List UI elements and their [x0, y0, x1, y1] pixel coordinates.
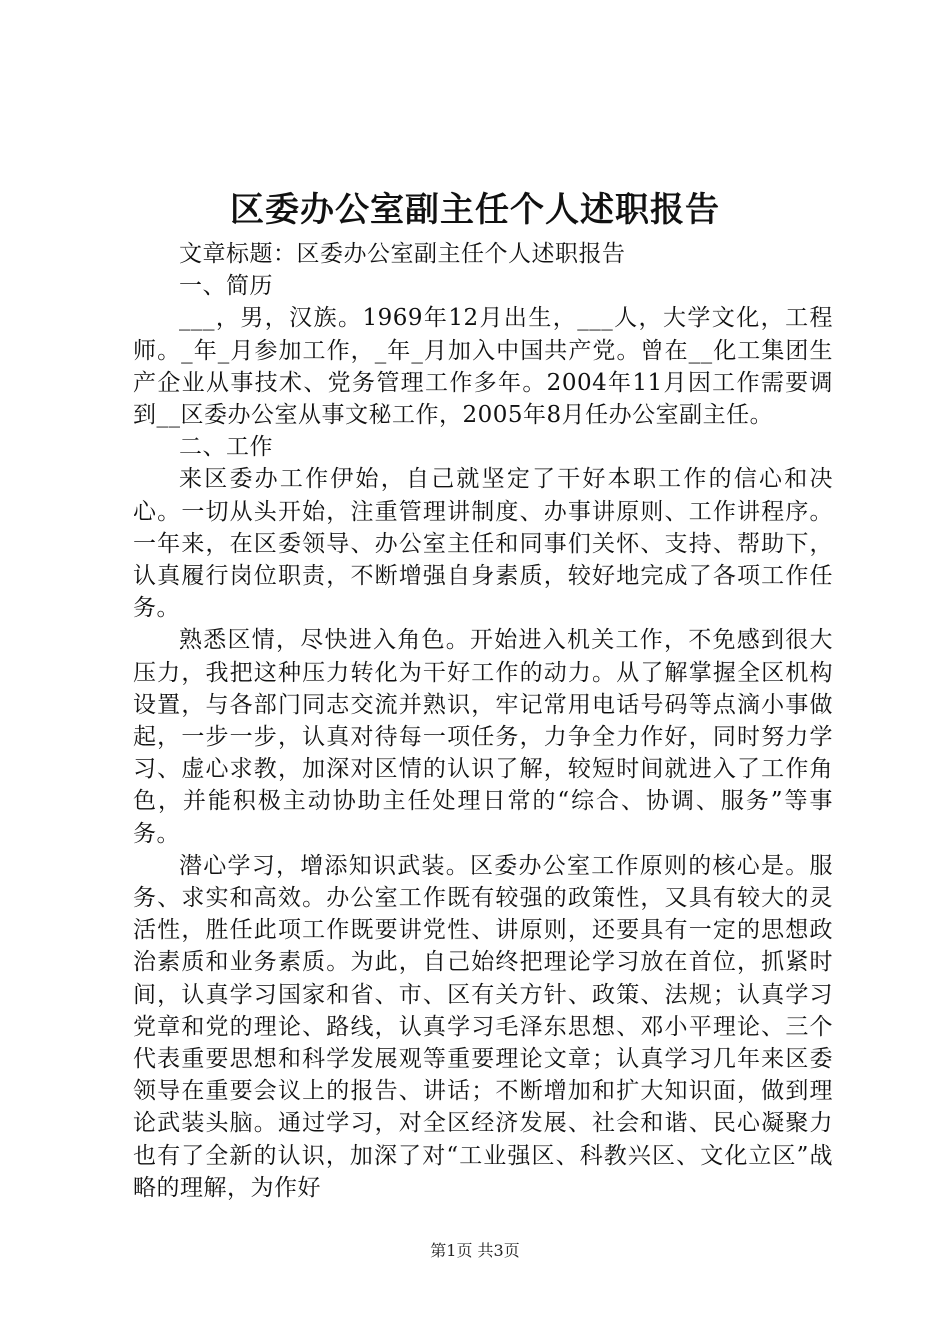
document-title: 区委办公室副主任个人述职报告: [230, 190, 720, 230]
paragraph-familiarize: 熟悉区情，尽快进入角色。开始进入机关工作，不免感到很大压力，我把这种压力转化为干好工作的动力。从了解掌握全区机构设置，与各部门同志交流并熟识，牢记常用电话号码等点滴小事做起，一步一步，认真对待每一项任务，力争全力作好，同时努力学习、虚心求教，加深对区情的认识了解，较短时间就进入了工作角色，并能积极主动协助主任处理日常的“综合、协调、服务”等事务。: [133, 627, 833, 847]
paragraph-study: 潜心学习，增添知识武装。区委办公室工作原则的核心是。服务、求实和高效。办公室工作既有较强的政策性，又具有较大的灵活性，胜任此项工作既要讲党性、讲原则，还要具有一定的思想政治素质和业务素质。为此，自己始终把理论学习放在首位，抓紧时间，认真学习国家和省、市、区有关方针、政策、法规；认真学习党章和党的理论、路线，认真学习毛泽东思想、邓小平理论、三个代表重要思想和科学发展观等重要理论文章；认真学习几年来区委领导在重要会议上的报告、讲话；不断增加和扩大知识面，做到理论武装头脑。通过学习，对全区经济发展、社会和谐、民心凝聚力也有了全新的认识，加深了对“工业强区、科教兴区、文化立区”战略的理解，为作好: [133, 852, 833, 1201]
page-footer: 第1页 共3页: [430, 1241, 520, 1260]
document-body: [133, 238, 833, 1204]
paragraph-work-intro: 来区委办工作伊始，自己就坚定了干好本职工作的信心和决心。一切从头开始，注重管理讲制度、办事讲原则、工作讲程序。一年来，在区委领导、办公室主任和同事们关怀、支持、帮助下，认真履行岗位职责，不断增强自身素质，较好地完成了各项工作任务。: [133, 466, 833, 622]
section-heading-work: 二、工作: [179, 434, 273, 461]
article-title-line: 文章标题：区委办公室副主任个人述职报告: [179, 241, 626, 267]
paragraph-resume: ___，男，汉族。1969年12月出生，___人，大学文化，工程师。_年_月参加工作，_年_月加入中国共产党。曾在__化工集团生产企业从事技术、党务管理工作多年。2004年11月因工作需要调到__区委办公室从事文秘工作，2005年8月任办公室副主任。: [133, 305, 833, 429]
section-heading-resume: 一、简历: [179, 273, 273, 300]
